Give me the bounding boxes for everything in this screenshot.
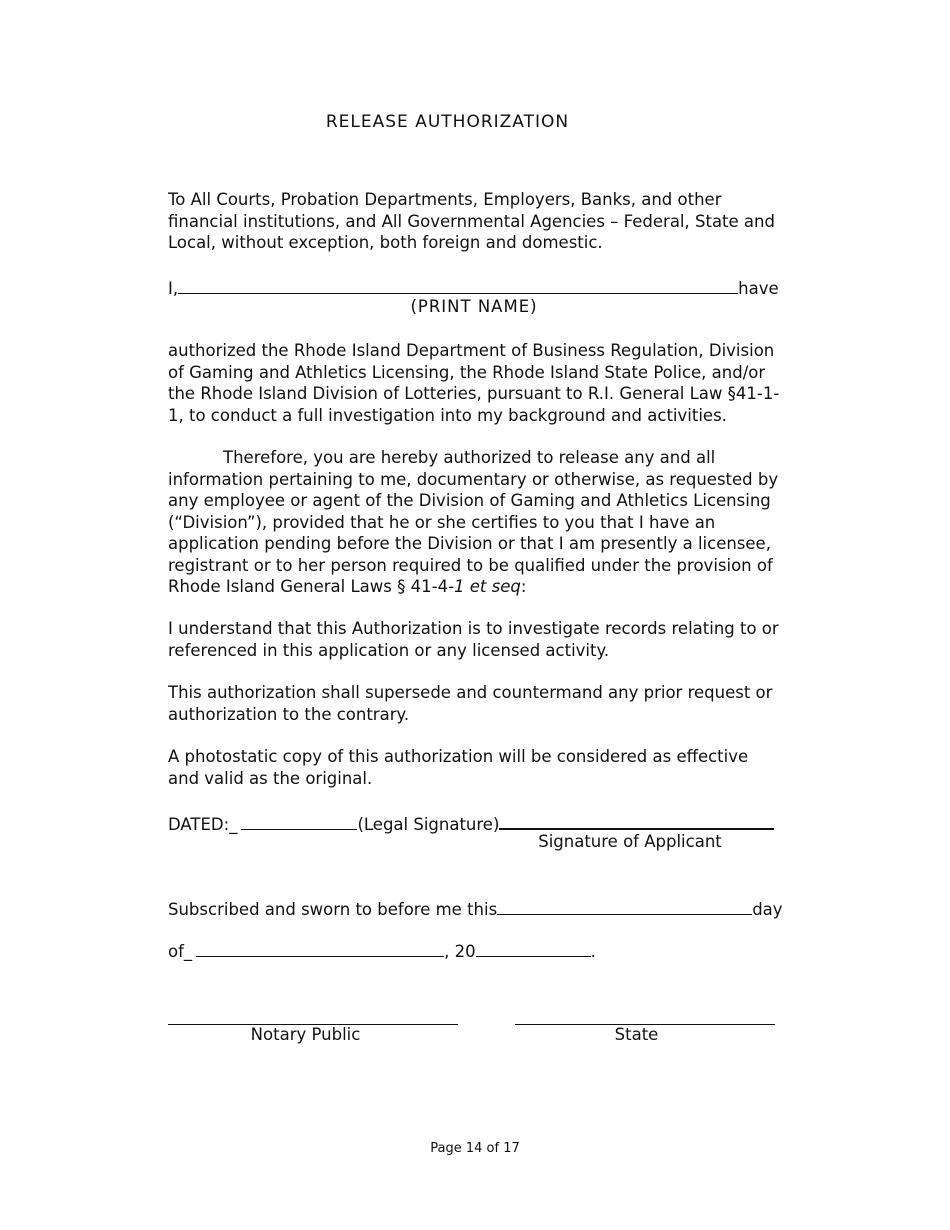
signature-caption: Signature of Applicant — [538, 832, 722, 851]
legal-signature-label: (Legal Signature) — [357, 815, 500, 834]
understand-paragraph: I understand that this Authorization is to investigate records relating to or referenced in this application or any licensed activity. — [168, 619, 779, 660]
dated-label: DATED:_ — [168, 815, 238, 834]
et-seq-text: 1 et seq — [454, 577, 521, 596]
of-row — [168, 939, 596, 962]
month-field[interactable] — [196, 939, 444, 957]
year-field[interactable] — [476, 939, 591, 957]
state-label: State — [614, 1025, 659, 1044]
print-name-caption: (PRINT NAME) — [410, 297, 538, 316]
sworn-suffix: day — [752, 900, 783, 919]
name-suffix: have — [738, 279, 779, 298]
sworn-prefix: Subscribed and sworn to before me this — [168, 900, 498, 919]
of-prefix: of_ — [168, 942, 193, 961]
therefore-end: : — [520, 577, 527, 596]
name-prefix: I, — [168, 279, 179, 298]
date-field[interactable] — [241, 812, 357, 830]
year-prefix: , 20 — [444, 942, 476, 961]
print-name-row — [168, 276, 779, 299]
authorized-paragraph: authorized the Rhode Island Department of Business Regulation, Division of Gaming and Athletics Licensing, the Rhode Island State Police, and/or the Rhode Island Division of Lotteries, pursuant to R.I. General Law §41-1-1, to conduct a full investigation into my background and activities. — [168, 341, 780, 425]
addressee-paragraph: To All Courts, Probation Departments, Employers, Banks, and other financial institutions, and All Governmental Agencies – Federal, State and Local, without exception, both foreign and domestic. — [168, 190, 775, 252]
document-title: RELEASE AUTHORIZATION — [325, 112, 570, 132]
therefore-text: Therefore, you are hereby authorized to release any and all information pertaining to me, documentary or otherwise, as requested by any employee or agent of the Division of Gaming and Athletics Licensing (“Division”), provided that he or she certifies to you that I have an application pending before the Division or that I am presently a licensee, registrant or to her person required to be qualified under the provision of Rhode Island General Laws § 41-4- — [168, 448, 779, 596]
sworn-row — [168, 897, 783, 920]
photostatic-paragraph: A photostatic copy of this authorization will be considered as effective and valid as the original. — [168, 747, 749, 788]
print-name-field[interactable] — [178, 276, 738, 294]
therefore-paragraph — [168, 447, 780, 598]
of-end: . — [590, 942, 596, 961]
supersede-paragraph: This authorization shall supersede and countermand any prior request or authorization to the contrary. — [168, 683, 773, 724]
page-footer: Page 14 of 17 — [430, 1141, 520, 1156]
sworn-day-field[interactable] — [497, 897, 752, 915]
notary-public-label: Notary Public — [250, 1025, 361, 1044]
applicant-signature-field[interactable] — [499, 811, 774, 830]
